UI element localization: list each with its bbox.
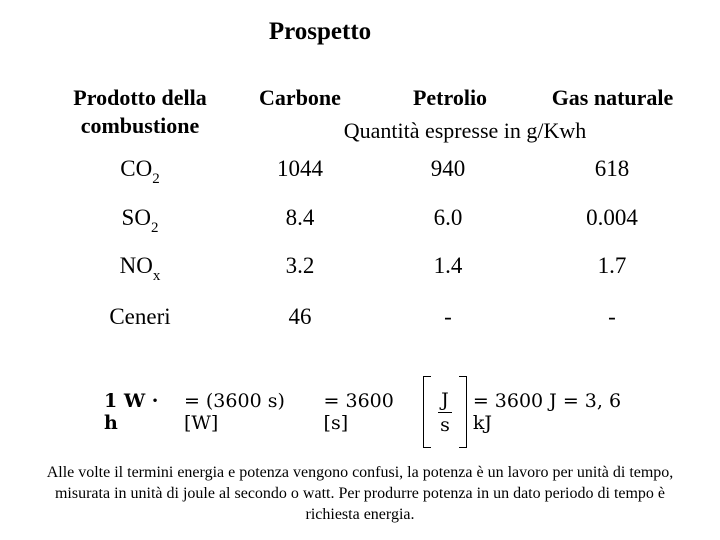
left-bracket (423, 376, 431, 448)
cell-nox-carbone: 3.2 (285, 253, 315, 278)
row-label-so2 (60, 205, 220, 237)
cell-so2-petrolio: 6.0 (433, 205, 463, 230)
formula-step2: = 3600 [s] (323, 390, 394, 434)
page-title: Prospetto (268, 18, 372, 45)
column-header-gas-naturale: Gas naturale (551, 85, 674, 110)
cell-so2-carbone: 8.4 (285, 205, 315, 230)
cell-ceneri-petrolio: - (444, 304, 452, 329)
fraction-numerator: J (438, 388, 452, 413)
column-header-petrolio: Petrolio (412, 85, 488, 110)
energy-formula (104, 372, 644, 452)
column-header-carbone: Carbone (259, 85, 341, 110)
cell-ceneri-carbone: 46 (288, 304, 312, 329)
cell-co2-gas: 618 (594, 156, 630, 181)
row-label-subscript: x (152, 268, 161, 284)
unit-note: Quantità espresse in g/Kwh (343, 118, 587, 143)
cell-co2-petrolio: 940 (430, 156, 466, 181)
formula-lhs: 1 W · h (104, 390, 159, 434)
row-label-subscript: 2 (152, 171, 160, 187)
cell-co2-carbone: 1044 (277, 156, 323, 181)
header-product-line2: combustione (80, 113, 200, 138)
row-label-text: Ceneri (109, 304, 171, 329)
explanation-paragraph: Alle volte il termini energia e potenza vengono confusi, la potenza è un lavoro per unità di tempo, misurata in unità di joule al secondo o watt. Per produrre potenza in un dato periodo di tempo è richiesta energia. (46, 464, 674, 523)
row-label-nox (60, 253, 220, 285)
row-label-subscript: 2 (150, 220, 159, 236)
row-label-text: CO (120, 156, 153, 181)
right-bracket (459, 376, 467, 448)
formula-step1: = (3600 s)[W] (183, 390, 285, 434)
header-product-label (55, 84, 225, 140)
cell-nox-gas: 1.7 (597, 253, 627, 278)
fraction-j-over-s (437, 388, 453, 437)
row-label-text: NO (119, 253, 153, 278)
header-product-line1: Prodotto della (73, 85, 207, 110)
formula-result: = 3600 J = 3, 6 kJ (472, 390, 622, 434)
cell-ceneri-gas: - (608, 304, 616, 329)
fraction-denominator: s (440, 413, 450, 436)
row-label-ceneri (60, 304, 220, 330)
cell-nox-petrolio: 1.4 (433, 253, 463, 278)
row-label-co2 (60, 156, 220, 188)
row-label-text: SO (121, 205, 151, 230)
cell-so2-gas: 0.004 (586, 205, 638, 230)
